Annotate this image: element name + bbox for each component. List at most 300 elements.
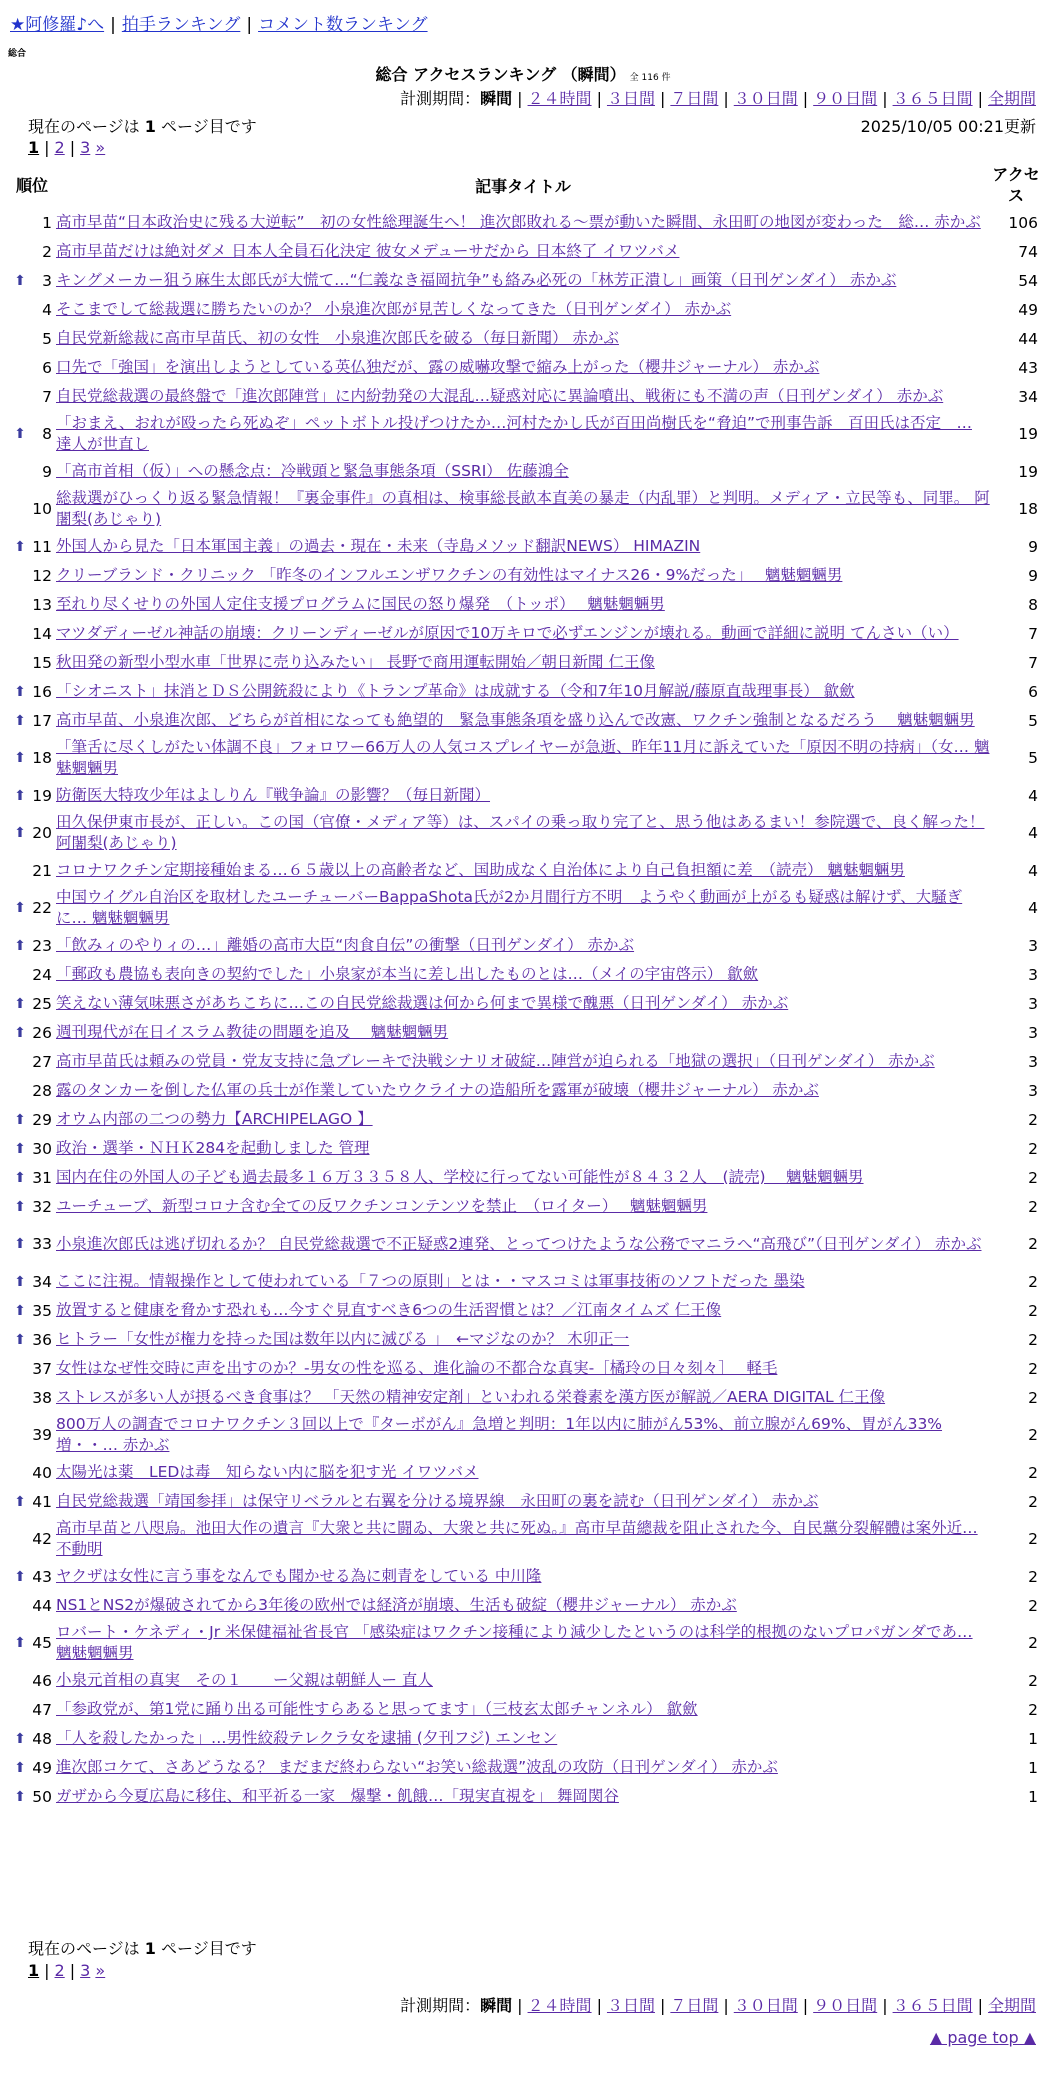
access-count: 2 (1028, 1700, 1038, 1719)
table-row (10, 295, 1040, 324)
article-link[interactable]: 進次郎コケて、さあどうなる？ まだまだ終わらない“お笑い総裁選”波乱の攻防（日刊ゲンダイ） 赤かぶ (56, 1758, 778, 1776)
access-count: 5 (1028, 711, 1038, 730)
rank-arrow-cell (10, 208, 30, 237)
table-row (10, 735, 1040, 781)
article-link[interactable]: ロバート・ケネディ・Jr 米保健福祉省長官 「感染症はワクチン接種により減少したというのは科学的根拠のないプロパガンダであ… 魑魅魍魎男 (56, 1623, 973, 1662)
article-link[interactable]: クリーブランド・クリニック 「昨冬のインフルエンザワクチンの有効性はマイナス26・9%だった」 魑魅魍魎男 (56, 566, 843, 584)
table-row (10, 237, 1040, 266)
article-title-cell (54, 561, 992, 590)
rank-number: 10 (32, 500, 52, 518)
period-separator: | (517, 1996, 523, 2015)
article-link[interactable]: ヒトラー「女性が権力を持った国は数年以内に滅びる 」 ←マジなのか？ 木卯正一 (56, 1330, 630, 1348)
article-title-cell (54, 486, 992, 532)
rank-up-arrow-icon: ⬆ (14, 787, 26, 804)
access-count: 54 (1018, 271, 1038, 290)
article-link[interactable]: 「高市首相（仮）」への懸念点：冷戦頭と緊急事態条項（SSRI） 佐藤鴻全 (56, 462, 569, 480)
article-link[interactable]: 至れり尽くせりの外国人定住支援プログラムに国民の怒り爆発 （トッポ） 魑魅魍魎男 (56, 595, 665, 613)
table-row (10, 781, 1040, 810)
article-title-cell (54, 1076, 992, 1105)
pager-next[interactable]: » (95, 138, 106, 157)
period-3d-link[interactable]: ３日間 (606, 89, 655, 108)
article-title-cell (54, 1724, 992, 1753)
table-row (10, 1782, 1040, 1811)
article-title-cell (54, 382, 992, 411)
rank-up-arrow-icon: ⬆ (14, 1111, 26, 1128)
article-link[interactable]: ストレスが多い人が摂るべき食事は？ 「天然の精神安定剤」といわれる栄養素を漢方医が解説／AERA DIGITAL 仁王像 (56, 1388, 886, 1406)
rank-number: 11 (32, 537, 52, 556)
nav-separator: | (110, 15, 116, 35)
article-title-cell (54, 1047, 992, 1076)
article-title-cell (54, 1516, 992, 1562)
rank-number: 1 (42, 213, 52, 232)
access-count: 4 (1028, 899, 1038, 917)
rank-up-arrow-icon: ⬆ (14, 1302, 26, 1319)
article-link[interactable]: ユーチューブ、新型コロナ含む全ての反ワクチンコンテンツを禁止 （ロイター） 魑魅魍魎男 (56, 1197, 708, 1215)
rank-arrow-cell (10, 619, 30, 648)
article-title-cell (54, 1695, 992, 1724)
rank-number: 16 (32, 682, 52, 701)
rank-up-arrow-icon: ⬆ (14, 1198, 26, 1215)
article-link[interactable]: 中国ウイグル自治区を取材したユーチューバーBappaShota氏が2か月間行方不明 ようやく動画が上がるも疑惑は解けず、大騒ぎに… 魑魅魍魎男 (56, 888, 963, 927)
table-row (10, 989, 1040, 1018)
period-90d-link[interactable]: ９０日間 (813, 1996, 878, 2015)
period-separator: | (977, 1996, 983, 2015)
period-separator: | (802, 1996, 809, 2015)
period-3d-link[interactable]: ３日間 (606, 1996, 655, 2015)
table-row (10, 1458, 1040, 1487)
article-link[interactable]: 田久保伊東市長が、正しい。この国（官僚・メディア等）は、スパイの乗っ取り完了と、思う他はあるまい！参院選で、良く解った！ 阿闍梨(あじゃり) (56, 813, 985, 852)
rank-up-arrow-icon: ⬆ (14, 272, 26, 289)
page-top (930, 2028, 1036, 2047)
article-link[interactable]: 国内在住の外国人の子ども過去最多１６万３３５８人、学校に行ってない可能性が８４３２人 (読売) 魑魅魍魎男 (56, 1168, 864, 1186)
rank-number: 21 (32, 861, 52, 880)
rank-number: 29 (32, 1110, 52, 1129)
pager-separator: | (44, 1961, 50, 1980)
article-link[interactable]: 笑えない薄気味悪さがあちこちに…この自民党総裁選は何から何まで異様で醜悪（日刊ゲンダイ） 赤かぶ (56, 994, 789, 1012)
rank-number: 34 (32, 1272, 52, 1291)
rank-arrow-cell (10, 1666, 30, 1695)
article-title-cell (54, 1221, 992, 1267)
article-title-cell (54, 619, 992, 648)
home-link[interactable]: ★阿修羅♪へ (10, 15, 105, 35)
article-link[interactable]: 高市早苗だけは絶対ダメ 日本人全員石化決定 彼女メデューサだから 日本終了 イワツバメ (56, 242, 680, 260)
rank-number: 26 (32, 1023, 52, 1042)
table-row (10, 353, 1040, 382)
article-title-cell (54, 648, 992, 677)
article-link[interactable]: 週刊現代が在日イスラム教徒の問題を追及 魑魅魍魎男 (56, 1023, 449, 1041)
access-count: 3 (1028, 1081, 1038, 1100)
period-365d-link[interactable]: ３６５日間 (892, 1996, 973, 2015)
rank-arrow-cell (10, 237, 30, 266)
rank-arrow-cell (10, 295, 30, 324)
rank-arrow-cell (10, 1695, 30, 1724)
rank-up-arrow-icon: ⬆ (14, 683, 26, 700)
table-row (10, 960, 1040, 989)
article-link[interactable]: 自民党総裁選の最終盤で「進次郎陣営」に内紛勃発の大混乱…疑惑対応に異論噴出、戦術にも不満の声（日刊ゲンダイ） 赤かぶ (56, 387, 944, 405)
period-30d-link[interactable]: ３０日間 (733, 89, 798, 108)
table-row (10, 1267, 1040, 1296)
table-row (10, 1591, 1040, 1620)
article-title-cell (54, 706, 992, 735)
article-title-cell (54, 856, 992, 885)
period-all-link[interactable]: 全期間 (987, 89, 1036, 108)
article-link[interactable]: 秋田発の新型小型水車「世界に売り込みたい」 長野で商用運転開始／朝日新聞 仁王像 (56, 653, 655, 671)
period-separator: | (882, 89, 888, 108)
access-count: 2 (1028, 1359, 1038, 1378)
rank-number: 22 (32, 899, 52, 917)
article-title-cell (54, 1666, 992, 1695)
table-row (10, 1753, 1040, 1782)
article-title-cell (54, 1562, 992, 1591)
table-row (10, 1134, 1040, 1163)
article-link[interactable]: 自民党総裁選「靖国参拝」は保守リベラルと右翼を分ける境界線 永田町の裏を読む（日刊ゲンダイ） 赤かぶ (56, 1492, 819, 1510)
rank-up-arrow-icon: ⬆ (14, 1788, 26, 1805)
current-page-status-bottom (28, 1936, 257, 1959)
rank-number: 15 (32, 653, 52, 672)
access-count: 1 (1028, 1758, 1038, 1777)
period-label: 計測期間： (400, 1996, 481, 2015)
article-title-cell (54, 735, 992, 781)
access-count: 2 (1028, 1235, 1038, 1253)
page-status-suffix: ページ目です (161, 117, 257, 136)
rank-number: 18 (32, 749, 52, 767)
access-count: 5 (1028, 749, 1038, 767)
article-title-cell (54, 781, 992, 810)
article-link[interactable]: コロナワクチン定期接種始まる…６５歳以上の高齢者など、国助成なく自治体により自己負担額に差 （読売） 魑魅魍魎男 (56, 861, 905, 879)
table-row (10, 1047, 1040, 1076)
access-count: 2 (1028, 1168, 1038, 1187)
article-link[interactable]: 高市早苗と八咫烏。池田大作の遺言『大衆と共に闘ゐ、大衆と共に死ぬ。』高市早苗總裁を阻止された今、自民黨分裂解體は案外近… 不動明 (56, 1519, 978, 1558)
updated-timestamp: 2025/10/05 00:21更新 (860, 117, 1036, 136)
period-separator: | (723, 89, 729, 108)
rank-number: 33 (32, 1235, 52, 1253)
rank-number: 24 (32, 965, 52, 984)
article-title-cell (54, 960, 992, 989)
item-count: 全 116 件 (629, 73, 671, 83)
rank-up-arrow-icon: ⬆ (14, 1493, 26, 1510)
rank-number: 6 (42, 358, 52, 377)
article-title-cell (54, 931, 992, 960)
rank-up-arrow-icon: ⬆ (14, 750, 26, 766)
pager-page-3[interactable]: 3 (80, 1961, 91, 1980)
access-count: 2 (1028, 1139, 1038, 1158)
rank-number: 35 (32, 1301, 52, 1320)
article-title-cell (54, 1325, 992, 1354)
access-count: 3 (1028, 936, 1038, 955)
period-all-link[interactable]: 全期間 (987, 1996, 1036, 2015)
article-title-cell (54, 353, 992, 382)
article-link[interactable]: NS1とNS2が爆破されてから3年後の欧州では経済が崩壊、生活も破綻（櫻井ジャーナル） 赤かぶ (56, 1596, 737, 1614)
period-separator: | (882, 1996, 888, 2015)
article-link[interactable]: 露のタンカーを倒した仏軍の兵士が作業していたウクライナの造船所を露軍が破壊（櫻井ジャーナル） 赤かぶ (56, 1081, 819, 1099)
access-count: 19 (1018, 462, 1038, 481)
article-link[interactable]: 自民党新総裁に高市早苗氏、初の女性 小泉進次郎氏を破る（毎日新聞） 赤かぶ (56, 329, 619, 347)
rank-arrow-cell (10, 382, 30, 411)
access-count: 106 (1008, 213, 1038, 232)
rank-number: 9 (42, 462, 52, 481)
rank-up-arrow-icon: ⬆ (14, 1236, 26, 1252)
article-link[interactable]: 外国人から見た「日本軍国主義」の過去・現在・未来（寺島メソッド翻訳NEWS） HIMAZIN (56, 537, 701, 555)
page-top-link[interactable]: ▲ page top ▲ (929, 2028, 1036, 2047)
access-count: 3 (1028, 1052, 1038, 1071)
article-link[interactable]: ガザから今夏広島に移住、和平祈る一家 爆撃・飢餓…「現実直視を」 舞岡関谷 (56, 1787, 619, 1805)
table-row (10, 1296, 1040, 1325)
article-link[interactable]: 「おまえ、おれが殴ったら死ぬぞ」ペットボトル投げつけたか…河村たかし氏が百田尚樹氏を“脅迫”で刑事告訴 百田氏は否定 … 達人が世直し (56, 414, 972, 453)
rank-up-arrow-icon: ⬆ (14, 712, 26, 729)
rank-number: 39 (32, 1426, 52, 1444)
table-row (10, 810, 1040, 856)
article-link[interactable]: 女性はなぜ性交時に声を出すのか？-男女の性を巡る、進化論の不都合な真実-［橘玲の日々刻々］ 軽毛 (56, 1359, 778, 1377)
rank-up-arrow-icon: ⬆ (14, 1169, 26, 1186)
article-title-cell (54, 237, 992, 266)
rank-up-arrow-icon: ⬆ (14, 538, 26, 555)
article-link[interactable]: 「郵政も農協も表向きの契約でした」小泉家が本当に差し出したものとは…（メイの宇宙啓示） 歙歛 (56, 965, 759, 983)
period-separator: | (723, 1996, 729, 2015)
article-title-cell (54, 1134, 992, 1163)
article-link[interactable]: 政治・選挙・ＮＨＫ284を起動しました 管理 (56, 1139, 370, 1157)
article-link[interactable]: そこまでして総裁選に勝ちたいのか？ 小泉進次郎が見苦しくなってきた（日刊ゲンダイ） 赤かぶ (56, 300, 732, 318)
table-row (10, 590, 1040, 619)
article-link[interactable]: 防衛医大特攻少年はよしりん『戦争論』の影響？（毎日新聞） (56, 786, 491, 804)
article-link[interactable]: 「参政党が、第1党に踊り出る可能性すらあると思ってます」（三枝玄太郎チャンネル） 歙歛 (56, 1700, 698, 1718)
rank-number: 42 (32, 1530, 52, 1548)
article-link[interactable]: 「飲みィのやりィの…」離婚の高市大臣“肉食自伝”の衝撃（日刊ゲンダイ） 赤かぶ (56, 936, 635, 954)
rank-number: 46 (32, 1671, 52, 1690)
rank-up-arrow-icon: ⬆ (14, 900, 26, 916)
rank-up-arrow-icon: ⬆ (14, 1140, 26, 1157)
article-link[interactable]: 太陽光は薬 LEDは毒 知らない内に脳を犯す光 イワツバメ (56, 1463, 479, 1481)
article-title-cell (54, 266, 992, 295)
rank-number: 50 (32, 1787, 52, 1806)
article-link[interactable]: 放置すると健康を脅かす恐れも…今すぐ見直すべき6つの生活習慣とは？／江南タイムズ 仁王像 (56, 1301, 722, 1319)
article-title-cell (54, 989, 992, 1018)
period-365d-link[interactable]: ３６５日間 (892, 89, 973, 108)
table-row (10, 266, 1040, 295)
table-row (10, 411, 1040, 457)
rank-number: 25 (32, 994, 52, 1013)
period-separator: | (977, 89, 983, 108)
access-count: 2 (1028, 1272, 1038, 1291)
rank-arrow-cell (10, 1354, 30, 1383)
rank-number: 31 (32, 1168, 52, 1187)
access-count: 2 (1028, 1197, 1038, 1216)
rank-number: 41 (32, 1492, 52, 1511)
clap-ranking-link[interactable]: 拍手ランキング (121, 15, 241, 35)
table-header-row (10, 162, 1040, 208)
rank-number: 28 (32, 1081, 52, 1100)
table-row (10, 619, 1040, 648)
rank-arrow-cell (10, 1591, 30, 1620)
article-title-cell (54, 1412, 992, 1458)
period-90d-link[interactable]: ９０日間 (813, 89, 878, 108)
access-count: 49 (1018, 300, 1038, 319)
rank-up-arrow-icon: ⬆ (14, 825, 26, 841)
rank-number: 7 (42, 387, 52, 406)
rank-number: 48 (32, 1729, 52, 1748)
table-row (10, 856, 1040, 885)
rank-up-arrow-icon: ⬆ (14, 1273, 26, 1290)
article-link[interactable]: 800万人の調査でコロナワクチン３回以上で『ターボがん』急増と判明：1年以内に肺がん53%、前立腺がん69%、胃がん33%増・・… 赤かぶ (56, 1415, 943, 1454)
rank-arrow-cell (10, 486, 30, 532)
table-row (10, 1325, 1040, 1354)
pager-separator: | (69, 138, 76, 157)
table-row (10, 706, 1040, 735)
table-row (10, 1412, 1040, 1458)
table-row (10, 324, 1040, 353)
table-row (10, 648, 1040, 677)
article-title-cell (54, 885, 992, 931)
table-row (10, 931, 1040, 960)
period-separator: | (659, 89, 666, 108)
rank-number: 45 (32, 1634, 52, 1652)
access-count: 7 (1028, 624, 1038, 643)
table-row (10, 1724, 1040, 1753)
table-row (10, 208, 1040, 237)
rank-up-arrow-icon: ⬆ (14, 1568, 26, 1585)
article-title-cell (54, 1591, 992, 1620)
article-link[interactable]: 高市早苗“日本政治史に残る大逆転” 初の女性総理誕生へ！ 進次郎敗れる〜票が動いた瞬間、永田町の地図が変わった 総… 赤かぶ (56, 213, 981, 231)
pager-next[interactable]: » (95, 1961, 106, 1980)
article-link[interactable]: 小泉元首相の真実 その１ ー父親は朝鮮人ー 直人 (56, 1671, 433, 1689)
access-count: 6 (1028, 682, 1038, 701)
period-7d-link[interactable]: ７日間 (670, 89, 719, 108)
rank-number: 27 (32, 1052, 52, 1071)
table-row (10, 486, 1040, 532)
rank-number: 4 (42, 300, 52, 319)
article-title-cell (54, 1487, 992, 1516)
rank-number: 40 (32, 1463, 52, 1482)
table-row (10, 1221, 1040, 1267)
period-label: 計測期間： (400, 89, 481, 108)
article-link[interactable]: マツダディーゼル神話の崩壊：クリーンディーゼルが原因で10万キロで必ずエンジンが壊れる。動画で詳細に説明 てんさい（い） (56, 624, 959, 642)
rank-number: 38 (32, 1388, 52, 1407)
article-title-cell (54, 1458, 992, 1487)
page-status-number: 1 (144, 117, 156, 136)
period-current: 瞬間 (480, 89, 513, 108)
access-count: 34 (1018, 387, 1038, 406)
period-30d-link[interactable]: ３０日間 (733, 1996, 798, 2015)
rank-number: 47 (32, 1700, 52, 1719)
article-link[interactable]: ヤクザは女性に言う事をなんでも聞かせる為に刺青をしている 中川隆 (56, 1567, 542, 1585)
rank-arrow-cell (10, 1383, 30, 1412)
rank-number: 19 (32, 786, 52, 805)
pager-page-3[interactable]: 3 (80, 138, 91, 157)
period-24h-link[interactable]: ２４時間 (527, 1996, 592, 2015)
rank-up-arrow-icon: ⬆ (14, 426, 26, 442)
article-title-cell (54, 1354, 992, 1383)
rank-arrow-cell (10, 1076, 30, 1105)
comment-ranking-link[interactable]: コメント数ランキング (258, 15, 428, 35)
article-title-cell (54, 457, 992, 486)
rank-arrow-cell (10, 960, 30, 989)
rank-number: 17 (32, 711, 52, 730)
page-status-number: 1 (144, 1939, 156, 1958)
article-link[interactable]: 小泉進次郎氏は逃げ切れるか？ 自民党総裁選で不正疑惑2連発、とってつけたような公務でマニラへ“高飛び”（日刊ゲンダイ） 赤かぶ (56, 1234, 982, 1253)
rank-arrow-cell (10, 1047, 30, 1076)
article-title-cell (54, 1163, 992, 1192)
article-title-cell (54, 590, 992, 619)
rank-up-arrow-icon: ⬆ (14, 1331, 26, 1348)
access-count: 18 (1018, 500, 1038, 518)
article-title-cell (54, 1018, 992, 1047)
access-count: 3 (1028, 994, 1038, 1013)
pager-bottom (28, 1961, 105, 1980)
article-title-cell (54, 1620, 992, 1666)
rank-arrow-cell (10, 1516, 30, 1562)
period-current: 瞬間 (480, 1996, 513, 2015)
article-link[interactable]: キングメーカー狙う麻生太郎氏が大慌て…“仁義なき福岡抗争”も絡み必死の「林芳正潰し」画策（日刊ゲンダイ） 赤かぶ (56, 271, 897, 289)
rank-arrow-cell (10, 1458, 30, 1487)
article-link[interactable]: 「シオニスト」抹消とＤＳ公開銃殺により《トランプ革命》は成就する（令和7年10月解説/藤原直哉理事長） 歙歛 (56, 682, 855, 700)
access-count: 4 (1028, 861, 1038, 880)
top-nav (10, 10, 428, 35)
access-count: 8 (1028, 595, 1038, 614)
pager-current: 1 (28, 138, 40, 157)
nav-separator: | (246, 15, 253, 35)
access-count: 19 (1018, 425, 1038, 443)
ranking-table (10, 162, 1040, 1811)
pager-current: 1 (28, 1961, 40, 1980)
category-label: 総合 (8, 49, 27, 59)
access-count: 2 (1028, 1110, 1038, 1129)
access-count: 3 (1028, 965, 1038, 984)
article-title-cell (54, 208, 992, 237)
article-link[interactable]: ここに注視。情報操作として使われている「７つの原則」とは・・マスコミは軍事技術のソフトだった 墨染 (56, 1272, 805, 1290)
access-count: 2 (1028, 1426, 1038, 1444)
access-count: 7 (1028, 653, 1038, 672)
article-link[interactable]: 口先で「強国」を演出しようとしている英仏独だが、露の威嚇攻撃で縮み上がった（櫻井ジャーナル） 赤かぶ (56, 358, 820, 376)
table-row (10, 1562, 1040, 1591)
rank-number: 44 (32, 1596, 52, 1615)
access-count: 4 (1028, 824, 1038, 842)
period-separator: | (659, 1996, 666, 2015)
access-count: 43 (1018, 358, 1038, 377)
article-link[interactable]: 「筆舌に尽くしがたい体調不良」フォロワー66万人の人気コスプレイヤーが急逝、昨年11月に訴えていた「原因不明の持病」（女… 魑魅魍魎男 (56, 738, 990, 777)
page-status-prefix: 現在のページは (28, 117, 140, 136)
article-link[interactable]: 「人を殺したかった」…男性絞殺テレクラ女を逮捕 (夕刊フジ) エンセン (56, 1729, 558, 1747)
article-title-cell (54, 1192, 992, 1221)
pager-page-2[interactable]: 2 (54, 138, 65, 157)
rank-number: 30 (32, 1139, 52, 1158)
period-7d-link[interactable]: ７日間 (670, 1996, 719, 2015)
rank-number: 12 (32, 566, 52, 585)
pager-separator: | (69, 1961, 76, 1980)
access-count: 2 (1028, 1463, 1038, 1482)
article-link[interactable]: 高市早苗氏は頼みの党員・党友支持に急ブレーキで決戦シナリオ破綻…陣営が迫られる「地獄の選択」（日刊ゲンダイ） 赤かぶ (56, 1052, 935, 1070)
rank-up-arrow-icon: ⬆ (14, 1024, 26, 1041)
rank-number: 2 (42, 242, 52, 261)
table-row (10, 1383, 1040, 1412)
header-access: アクセス (992, 165, 1040, 205)
period-24h-link[interactable]: ２４時間 (527, 89, 592, 108)
table-row (10, 1354, 1040, 1383)
article-link[interactable]: 高市早苗、小泉進次郎、どちらが首相になっても絶望的 緊急事態条項を盛り込んで改憲、ワクチン強制となるだろう 魑魅魍魎男 (56, 711, 975, 729)
table-row (10, 885, 1040, 931)
period-separator: | (596, 1996, 602, 2015)
rank-number: 5 (42, 329, 52, 348)
current-page-status (28, 114, 257, 137)
table-row (10, 1620, 1040, 1666)
access-count: 2 (1028, 1671, 1038, 1690)
article-link[interactable]: オウム内部の二つの勢力【ARCHIPELAGO 】 (56, 1110, 373, 1128)
article-title-cell (54, 677, 992, 706)
rank-number: 8 (42, 425, 52, 443)
access-count: 2 (1028, 1301, 1038, 1320)
pager-page-2[interactable]: 2 (54, 1961, 65, 1980)
rank-arrow-cell (10, 1412, 30, 1458)
article-link[interactable]: 総裁選がひっくり返る緊急情報！『裏金事件』の真相は、検事総長畝本直美の暴走（内乱罪）と判明。メディア・立民等も、同罪。 阿闍梨(あじゃり) (56, 489, 990, 528)
article-title-cell (54, 1267, 992, 1296)
